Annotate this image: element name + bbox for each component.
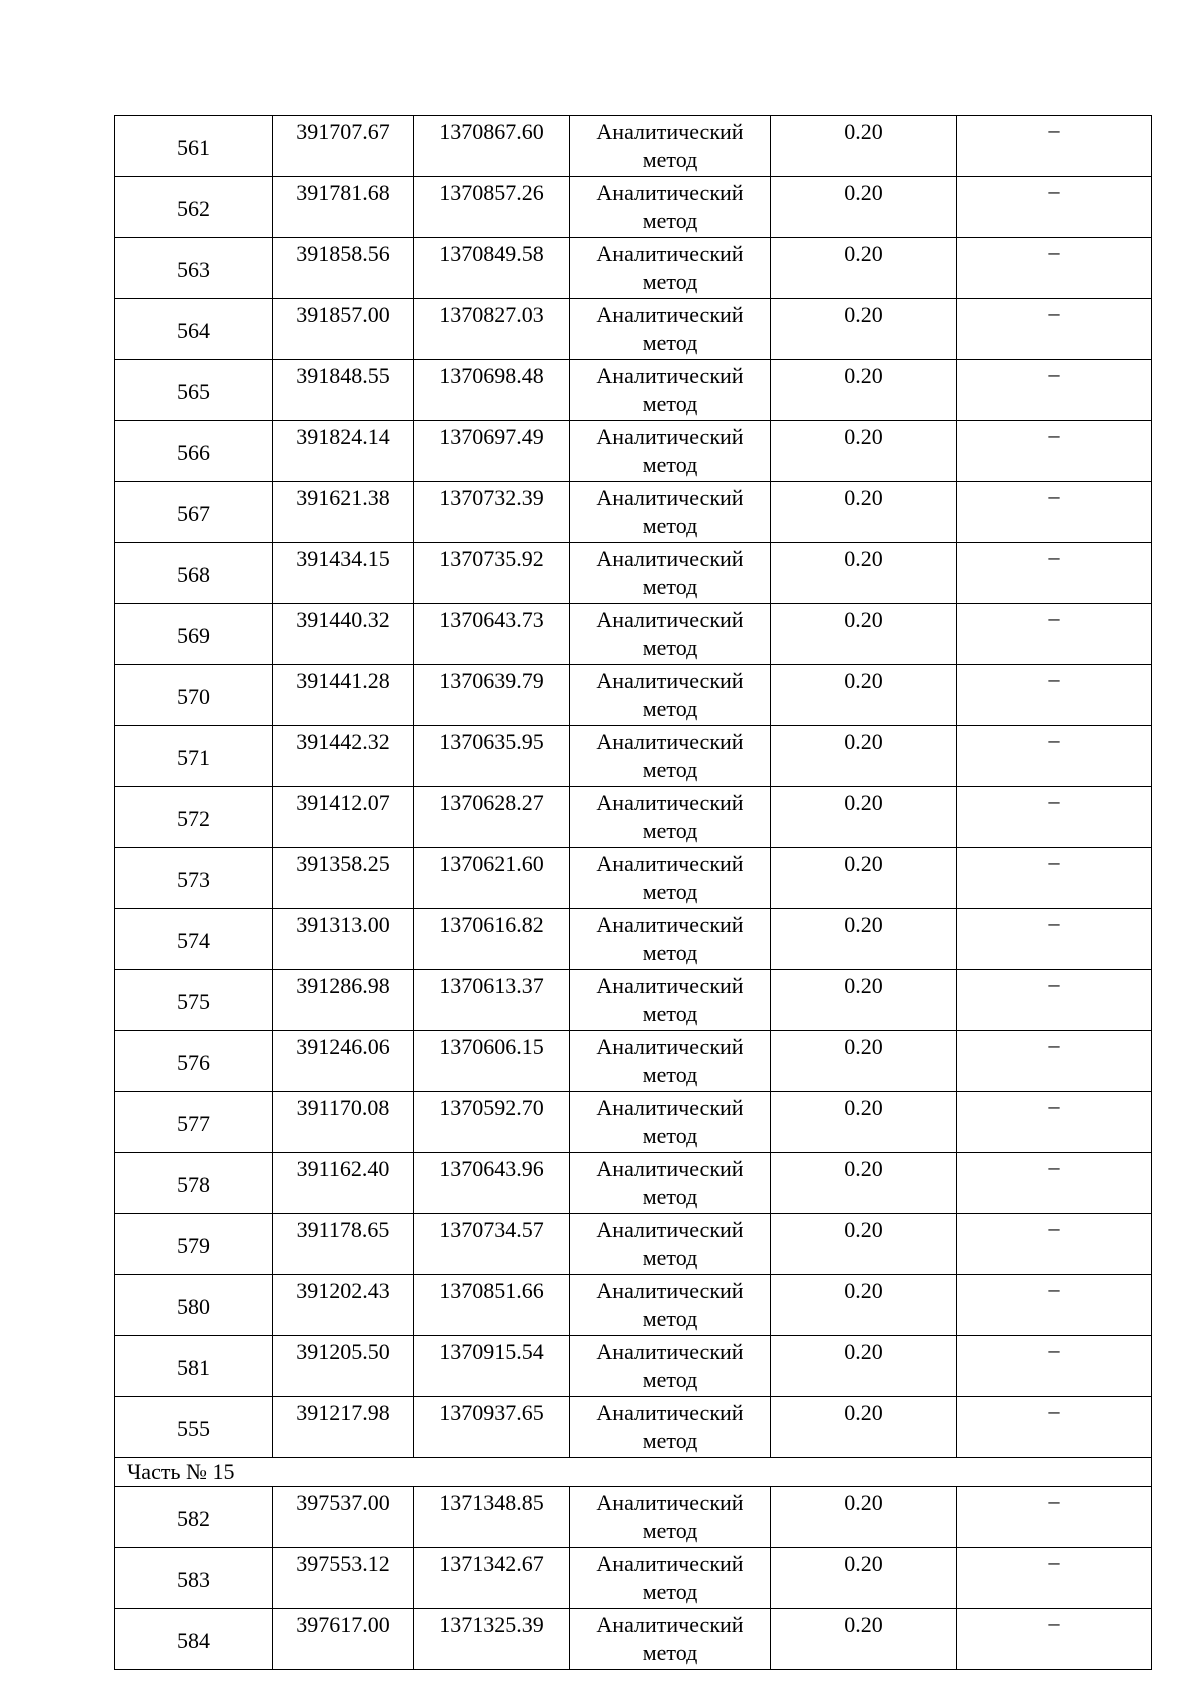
method-line-1: Аналитический [596, 851, 744, 876]
point-number-cell: 566 [115, 421, 273, 482]
table-row [115, 1153, 1152, 1214]
point-number-cell: 577 [115, 1092, 273, 1153]
note-cell: – [957, 604, 1152, 665]
x-coordinate-cell: 391707.67 [273, 116, 414, 177]
method-line-2: метод [642, 1579, 698, 1604]
x-coordinate-cell: 391441.28 [273, 665, 414, 726]
method-line-1: Аналитический [596, 973, 744, 998]
note-cell: – [957, 1214, 1152, 1275]
method-line-2: метод [642, 452, 698, 477]
accuracy-cell: 0.20 [771, 299, 957, 360]
point-number-cell: 581 [115, 1336, 273, 1397]
table-row [115, 421, 1152, 482]
x-coordinate-cell: 391857.00 [273, 299, 414, 360]
y-coordinate-cell: 1370915.54 [414, 1336, 570, 1397]
method-line-1: Аналитический [596, 546, 744, 571]
table-row [115, 238, 1152, 299]
accuracy-cell: 0.20 [771, 1609, 957, 1670]
method-cell [570, 543, 771, 604]
method-cell [570, 238, 771, 299]
method-line-2: метод [642, 1245, 698, 1270]
table-row [115, 1275, 1152, 1336]
method-line-2: метод [642, 757, 698, 782]
method-line-2: метод [642, 574, 698, 599]
note-cell: – [957, 665, 1152, 726]
x-coordinate-cell: 391217.98 [273, 1397, 414, 1458]
accuracy-cell: 0.20 [771, 909, 957, 970]
note-cell: – [957, 1092, 1152, 1153]
point-number-cell: 562 [115, 177, 273, 238]
note-cell: – [957, 543, 1152, 604]
method-line-2: метод [642, 1184, 698, 1209]
accuracy-cell: 0.20 [771, 1487, 957, 1548]
point-number-cell: 580 [115, 1275, 273, 1336]
x-coordinate-cell: 391205.50 [273, 1336, 414, 1397]
table-row [115, 665, 1152, 726]
accuracy-cell: 0.20 [771, 1031, 957, 1092]
method-cell [570, 604, 771, 665]
y-coordinate-cell: 1370639.79 [414, 665, 570, 726]
method-cell [570, 726, 771, 787]
method-line-2: метод [642, 879, 698, 904]
method-line-1: Аналитический [596, 1034, 744, 1059]
table-row [115, 1487, 1152, 1548]
table-row [115, 543, 1152, 604]
method-line-2: метод [642, 1428, 698, 1453]
note-cell: – [957, 116, 1152, 177]
method-cell [570, 1336, 771, 1397]
method-cell [570, 1153, 771, 1214]
method-line-2: метод [642, 330, 698, 355]
method-cell [570, 1092, 771, 1153]
point-number-cell: 572 [115, 787, 273, 848]
x-coordinate-cell: 391162.40 [273, 1153, 414, 1214]
accuracy-cell: 0.20 [771, 1275, 957, 1336]
note-cell: – [957, 360, 1152, 421]
point-number-cell: 568 [115, 543, 273, 604]
method-line-2: метод [642, 1123, 698, 1148]
table-row [115, 482, 1152, 543]
y-coordinate-cell: 1370613.37 [414, 970, 570, 1031]
x-coordinate-cell: 391170.08 [273, 1092, 414, 1153]
note-cell: – [957, 1031, 1152, 1092]
y-coordinate-cell: 1370643.73 [414, 604, 570, 665]
x-coordinate-cell: 391858.56 [273, 238, 414, 299]
note-cell: – [957, 848, 1152, 909]
method-line-1: Аналитический [596, 1339, 744, 1364]
point-number-cell: 583 [115, 1548, 273, 1609]
note-cell: – [957, 482, 1152, 543]
table-row [115, 1214, 1152, 1275]
method-line-1: Аналитический [596, 1490, 744, 1515]
accuracy-cell: 0.20 [771, 543, 957, 604]
method-cell [570, 1609, 771, 1670]
table-row [115, 726, 1152, 787]
x-coordinate-cell: 391412.07 [273, 787, 414, 848]
note-cell: – [957, 299, 1152, 360]
method-cell [570, 360, 771, 421]
x-coordinate-cell: 391178.65 [273, 1214, 414, 1275]
note-cell: – [957, 421, 1152, 482]
method-line-1: Аналитический [596, 180, 744, 205]
accuracy-cell: 0.20 [771, 1548, 957, 1609]
method-line-1: Аналитический [596, 729, 744, 754]
section-header-label: Часть № 15 [115, 1458, 1152, 1487]
x-coordinate-cell: 391202.43 [273, 1275, 414, 1336]
section-header-row [115, 1458, 1152, 1487]
note-cell: – [957, 1336, 1152, 1397]
y-coordinate-cell: 1370592.70 [414, 1092, 570, 1153]
method-line-1: Аналитический [596, 1095, 744, 1120]
y-coordinate-cell: 1370849.58 [414, 238, 570, 299]
accuracy-cell: 0.20 [771, 848, 957, 909]
point-number-cell: 584 [115, 1609, 273, 1670]
y-coordinate-cell: 1370857.26 [414, 177, 570, 238]
method-line-2: метод [642, 1518, 698, 1543]
method-cell [570, 421, 771, 482]
x-coordinate-cell: 391440.32 [273, 604, 414, 665]
method-line-1: Аналитический [596, 363, 744, 388]
y-coordinate-cell: 1370621.60 [414, 848, 570, 909]
method-cell [570, 848, 771, 909]
accuracy-cell: 0.20 [771, 970, 957, 1031]
point-number-cell: 573 [115, 848, 273, 909]
method-line-1: Аналитический [596, 1612, 744, 1637]
x-coordinate-cell: 391621.38 [273, 482, 414, 543]
table-row [115, 360, 1152, 421]
method-cell [570, 1487, 771, 1548]
accuracy-cell: 0.20 [771, 421, 957, 482]
note-cell: – [957, 1153, 1152, 1214]
note-cell: – [957, 1548, 1152, 1609]
method-line-2: метод [642, 1001, 698, 1026]
note-cell: – [957, 177, 1152, 238]
accuracy-cell: 0.20 [771, 360, 957, 421]
method-line-1: Аналитический [596, 485, 744, 510]
method-line-2: метод [642, 147, 698, 172]
accuracy-cell: 0.20 [771, 787, 957, 848]
note-cell: – [957, 970, 1152, 1031]
note-cell: – [957, 1397, 1152, 1458]
method-line-2: метод [642, 391, 698, 416]
method-line-2: метод [642, 1367, 698, 1392]
method-line-2: метод [642, 1306, 698, 1331]
accuracy-cell: 0.20 [771, 1153, 957, 1214]
y-coordinate-cell: 1371325.39 [414, 1609, 570, 1670]
x-coordinate-cell: 397537.00 [273, 1487, 414, 1548]
method-line-1: Аналитический [596, 1217, 744, 1242]
x-coordinate-cell: 391358.25 [273, 848, 414, 909]
note-cell: – [957, 909, 1152, 970]
method-cell [570, 909, 771, 970]
y-coordinate-cell: 1370827.03 [414, 299, 570, 360]
point-number-cell: 564 [115, 299, 273, 360]
method-cell [570, 1275, 771, 1336]
method-cell [570, 1548, 771, 1609]
accuracy-cell: 0.20 [771, 665, 957, 726]
method-line-1: Аналитический [596, 241, 744, 266]
method-line-1: Аналитический [596, 1400, 744, 1425]
method-cell [570, 177, 771, 238]
method-line-2: метод [642, 513, 698, 538]
accuracy-cell: 0.20 [771, 604, 957, 665]
accuracy-cell: 0.20 [771, 1092, 957, 1153]
note-cell: – [957, 1487, 1152, 1548]
accuracy-cell: 0.20 [771, 482, 957, 543]
table-row [115, 1548, 1152, 1609]
method-cell [570, 1031, 771, 1092]
point-number-cell: 569 [115, 604, 273, 665]
table-row [115, 848, 1152, 909]
accuracy-cell: 0.20 [771, 726, 957, 787]
table-row [115, 970, 1152, 1031]
y-coordinate-cell: 1370635.95 [414, 726, 570, 787]
table-row [115, 909, 1152, 970]
point-number-cell: 570 [115, 665, 273, 726]
method-line-2: метод [642, 635, 698, 660]
method-cell [570, 970, 771, 1031]
note-cell: – [957, 238, 1152, 299]
y-coordinate-cell: 1370606.15 [414, 1031, 570, 1092]
point-number-cell: 565 [115, 360, 273, 421]
y-coordinate-cell: 1370735.92 [414, 543, 570, 604]
x-coordinate-cell: 391824.14 [273, 421, 414, 482]
method-line-2: метод [642, 818, 698, 843]
y-coordinate-cell: 1370643.96 [414, 1153, 570, 1214]
point-number-cell: 574 [115, 909, 273, 970]
method-line-1: Аналитический [596, 119, 744, 144]
table-row [115, 787, 1152, 848]
x-coordinate-cell: 391286.98 [273, 970, 414, 1031]
x-coordinate-cell: 391434.15 [273, 543, 414, 604]
y-coordinate-cell: 1370616.82 [414, 909, 570, 970]
note-cell: – [957, 1609, 1152, 1670]
method-line-1: Аналитический [596, 1156, 744, 1181]
method-line-2: метод [642, 208, 698, 233]
y-coordinate-cell: 1370734.57 [414, 1214, 570, 1275]
method-line-1: Аналитический [596, 1551, 744, 1576]
method-line-2: метод [642, 1640, 698, 1665]
table-row [115, 1397, 1152, 1458]
method-line-1: Аналитический [596, 912, 744, 937]
method-line-2: метод [642, 940, 698, 965]
x-coordinate-cell: 397617.00 [273, 1609, 414, 1670]
y-coordinate-cell: 1370732.39 [414, 482, 570, 543]
method-line-1: Аналитический [596, 424, 744, 449]
method-cell [570, 482, 771, 543]
table-row [115, 177, 1152, 238]
table-row [115, 116, 1152, 177]
method-cell [570, 299, 771, 360]
point-number-cell: 578 [115, 1153, 273, 1214]
y-coordinate-cell: 1370698.48 [414, 360, 570, 421]
y-coordinate-cell: 1370867.60 [414, 116, 570, 177]
method-cell [570, 116, 771, 177]
method-cell [570, 1397, 771, 1458]
accuracy-cell: 0.20 [771, 177, 957, 238]
method-cell [570, 1214, 771, 1275]
method-line-1: Аналитический [596, 1278, 744, 1303]
point-number-cell: 567 [115, 482, 273, 543]
accuracy-cell: 0.20 [771, 1214, 957, 1275]
point-number-cell: 582 [115, 1487, 273, 1548]
method-line-2: метод [642, 696, 698, 721]
method-line-1: Аналитический [596, 790, 744, 815]
table-row [115, 1336, 1152, 1397]
x-coordinate-cell: 391246.06 [273, 1031, 414, 1092]
method-line-1: Аналитический [596, 668, 744, 693]
point-number-cell: 561 [115, 116, 273, 177]
coordinates-table [114, 115, 1152, 1670]
note-cell: – [957, 787, 1152, 848]
method-cell [570, 665, 771, 726]
table-row [115, 299, 1152, 360]
method-line-2: метод [642, 1062, 698, 1087]
table-row [115, 1092, 1152, 1153]
point-number-cell: 571 [115, 726, 273, 787]
method-line-2: метод [642, 269, 698, 294]
note-cell: – [957, 1275, 1152, 1336]
note-cell: – [957, 726, 1152, 787]
y-coordinate-cell: 1370697.49 [414, 421, 570, 482]
point-number-cell: 576 [115, 1031, 273, 1092]
point-number-cell: 575 [115, 970, 273, 1031]
y-coordinate-cell: 1370937.65 [414, 1397, 570, 1458]
table-body [115, 116, 1152, 1670]
point-number-cell: 563 [115, 238, 273, 299]
y-coordinate-cell: 1370851.66 [414, 1275, 570, 1336]
accuracy-cell: 0.20 [771, 238, 957, 299]
method-line-1: Аналитический [596, 607, 744, 632]
x-coordinate-cell: 391848.55 [273, 360, 414, 421]
y-coordinate-cell: 1370628.27 [414, 787, 570, 848]
accuracy-cell: 0.20 [771, 1397, 957, 1458]
method-cell [570, 787, 771, 848]
x-coordinate-cell: 391781.68 [273, 177, 414, 238]
table-row [115, 1609, 1152, 1670]
table-row [115, 604, 1152, 665]
point-number-cell: 579 [115, 1214, 273, 1275]
x-coordinate-cell: 391442.32 [273, 726, 414, 787]
method-line-1: Аналитический [596, 302, 744, 327]
accuracy-cell: 0.20 [771, 116, 957, 177]
table-row [115, 1031, 1152, 1092]
accuracy-cell: 0.20 [771, 1336, 957, 1397]
x-coordinate-cell: 391313.00 [273, 909, 414, 970]
point-number-cell: 555 [115, 1397, 273, 1458]
y-coordinate-cell: 1371342.67 [414, 1548, 570, 1609]
y-coordinate-cell: 1371348.85 [414, 1487, 570, 1548]
x-coordinate-cell: 397553.12 [273, 1548, 414, 1609]
